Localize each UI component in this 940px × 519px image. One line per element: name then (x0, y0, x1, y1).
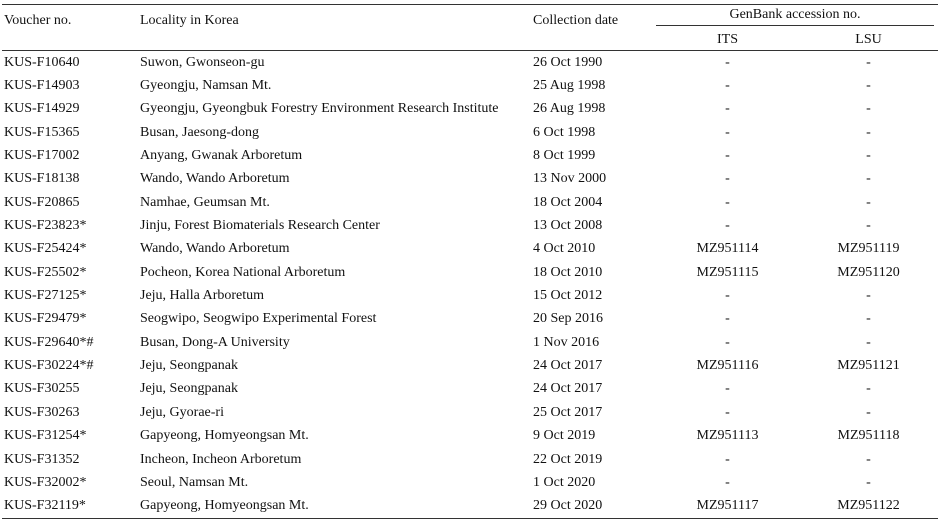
voucher-cell: KUS-F27125* (4, 288, 87, 304)
lsu-accession-cell: - (866, 124, 871, 140)
its-accession-cell: - (725, 288, 730, 304)
table-row (2, 425, 938, 448)
voucher-cell: KUS-F17002 (4, 148, 80, 164)
locality-cell: Namhae, Geumsan Mt. (140, 194, 270, 210)
lsu-accession-cell: - (866, 381, 871, 397)
lsu-accession-cell: - (866, 101, 871, 117)
locality-cell: Busan, Jaesong-dong (140, 124, 259, 140)
its-accession-cell: - (725, 311, 730, 327)
locality-cell: Gyeongju, Namsan Mt. (140, 78, 272, 94)
collection-date-cell: 29 Oct 2020 (533, 495, 656, 519)
lsu-accession-cell: - (866, 171, 871, 187)
its-accession-cell: - (725, 101, 730, 117)
lsu-accession-cell: - (866, 148, 871, 164)
collection-date-cell: 13 Nov 2000 (533, 171, 607, 187)
its-accession-cell: - (725, 171, 730, 187)
header-collection-date: Collection date (533, 5, 656, 51)
locality-cell: Jeju, Seongpanak (140, 381, 238, 397)
table-row (2, 284, 938, 307)
locality-cell: Busan, Dong-A University (140, 334, 290, 350)
voucher-cell: KUS-F32119* (2, 495, 140, 519)
lsu-accession-cell: - (866, 54, 871, 70)
its-accession-cell: - (725, 334, 730, 350)
table-row (2, 51, 938, 75)
locality-cell: Jinju, Forest Biomaterials Research Center (140, 218, 380, 234)
table-row (2, 448, 938, 471)
its-accession-cell: - (725, 404, 730, 420)
voucher-cell: KUS-F30224*# (4, 358, 94, 374)
locality-cell: Seoul, Namsan Mt. (140, 474, 249, 490)
voucher-cell: KUS-F25424* (4, 241, 87, 257)
table-row (2, 191, 938, 214)
lsu-accession-cell: - (866, 404, 871, 420)
locality-cell: Anyang, Gwanak Arboretum (140, 148, 303, 164)
header-genbank-label: GenBank accession no. (656, 7, 934, 26)
table-row (2, 401, 938, 424)
lsu-accession-cell: MZ951119 (837, 241, 900, 257)
lsu-accession-cell: - (866, 451, 871, 467)
collection-date-cell: 20 Sep 2016 (533, 311, 603, 327)
table-row (2, 74, 938, 97)
its-accession-cell: - (725, 78, 730, 94)
collection-date-cell: 13 Oct 2008 (533, 218, 603, 234)
locality-cell: Jeju, Halla Arboretum (140, 288, 265, 304)
locality-cell: Jeju, Seongpanak (140, 358, 238, 374)
collection-date-cell: 24 Oct 2017 (533, 381, 603, 397)
lsu-accession-cell: - (866, 218, 871, 234)
voucher-cell: KUS-F29640*# (4, 334, 94, 350)
collection-date-cell: 15 Oct 2012 (533, 288, 603, 304)
locality-cell: Gapyeong, Homyeongsan Mt. (140, 495, 533, 519)
lsu-accession-cell: - (866, 311, 871, 327)
voucher-cell: KUS-F31352 (4, 451, 80, 467)
collection-date-cell: 22 Oct 2019 (533, 451, 603, 467)
collection-date-cell: 26 Aug 1998 (533, 101, 606, 117)
its-accession-cell: - (725, 474, 730, 490)
lsu-accession-cell: - (866, 194, 871, 210)
header-lsu: LSU (799, 26, 938, 51)
voucher-cell: KUS-F31254* (4, 428, 87, 444)
voucher-cell: KUS-F14929 (4, 101, 80, 117)
voucher-cell: KUS-F23823* (4, 218, 87, 234)
collection-date-cell: 1 Nov 2016 (533, 334, 600, 350)
collection-date-cell: 24 Oct 2017 (533, 358, 603, 374)
voucher-cell: KUS-F10640 (4, 54, 80, 70)
table-row (2, 238, 938, 261)
table-row (2, 495, 938, 519)
table-row (2, 308, 938, 331)
its-accession-cell: MZ951113 (696, 428, 759, 444)
its-accession-cell: - (725, 148, 730, 164)
locality-cell: Jeju, Gyorae-ri (140, 404, 224, 420)
its-accession-cell: - (725, 451, 730, 467)
its-accession-cell: MZ951115 (696, 264, 759, 280)
collection-date-cell: 9 Oct 2019 (533, 428, 596, 444)
table-row (2, 471, 938, 494)
its-accession-cell: - (725, 218, 730, 234)
table-row (2, 378, 938, 401)
voucher-cell: KUS-F14903 (4, 78, 80, 94)
table-row (2, 168, 938, 191)
its-accession-cell: - (725, 194, 730, 210)
specimen-table (2, 4, 938, 519)
voucher-cell: KUS-F32002* (4, 474, 87, 490)
collection-date-cell: 25 Oct 2017 (533, 404, 603, 420)
collection-date-cell: 18 Oct 2010 (533, 264, 603, 280)
its-accession-cell: MZ951116 (696, 358, 759, 374)
header-locality: Locality in Korea (140, 5, 533, 51)
voucher-cell: KUS-F30263 (4, 404, 80, 420)
locality-cell: Seogwipo, Seogwipo Experimental Forest (140, 311, 377, 327)
its-accession-cell: MZ951117 (656, 495, 799, 519)
lsu-accession-cell: MZ951122 (799, 495, 938, 519)
collection-date-cell: 8 Oct 1999 (533, 148, 596, 164)
collection-date-cell: 18 Oct 2004 (533, 194, 603, 210)
lsu-accession-cell: - (866, 288, 871, 304)
header-its: ITS (656, 26, 799, 51)
lsu-accession-cell: - (866, 334, 871, 350)
header-voucher: Voucher no. (2, 5, 140, 51)
voucher-cell: KUS-F18138 (4, 171, 80, 187)
table-row (2, 331, 938, 354)
table-row (2, 214, 938, 237)
locality-cell: Gyeongju, Gyeongbuk Forestry Environment Research Institute (140, 101, 499, 117)
its-accession-cell: MZ951114 (696, 241, 759, 257)
locality-cell: Gapyeong, Homyeongsan Mt. (140, 428, 309, 444)
lsu-accession-cell: MZ951120 (837, 264, 900, 280)
its-accession-cell: - (725, 124, 730, 140)
locality-cell: Pocheon, Korea National Arboretum (140, 264, 346, 280)
table-row (2, 261, 938, 284)
lsu-accession-cell: - (866, 474, 871, 490)
its-accession-cell: - (725, 54, 730, 70)
collection-date-cell: 1 Oct 2020 (533, 474, 596, 490)
voucher-cell: KUS-F30255 (4, 381, 80, 397)
collection-date-cell: 4 Oct 2010 (533, 241, 596, 257)
voucher-cell: KUS-F20865 (4, 194, 80, 210)
locality-cell: Wando, Wando Arboretum (140, 241, 290, 257)
voucher-cell: KUS-F15365 (4, 124, 80, 140)
table-row (2, 354, 938, 377)
voucher-cell: KUS-F25502* (4, 264, 87, 280)
header-genbank (656, 5, 938, 27)
its-accession-cell: - (725, 381, 730, 397)
collection-date-cell: 25 Aug 1998 (533, 78, 606, 94)
table-body (2, 51, 938, 519)
table-row (2, 144, 938, 167)
table-row (2, 121, 938, 144)
locality-cell: Incheon, Incheon Arboretum (140, 451, 302, 467)
collection-date-cell: 26 Oct 1990 (533, 54, 603, 70)
lsu-accession-cell: - (866, 78, 871, 94)
collection-date-cell: 6 Oct 1998 (533, 124, 596, 140)
locality-cell: Suwon, Gwonseon-gu (140, 54, 265, 70)
voucher-cell: KUS-F29479* (4, 311, 87, 327)
locality-cell: Wando, Wando Arboretum (140, 171, 290, 187)
table-row (2, 98, 938, 121)
lsu-accession-cell: MZ951118 (837, 428, 900, 444)
lsu-accession-cell: MZ951121 (837, 358, 900, 374)
